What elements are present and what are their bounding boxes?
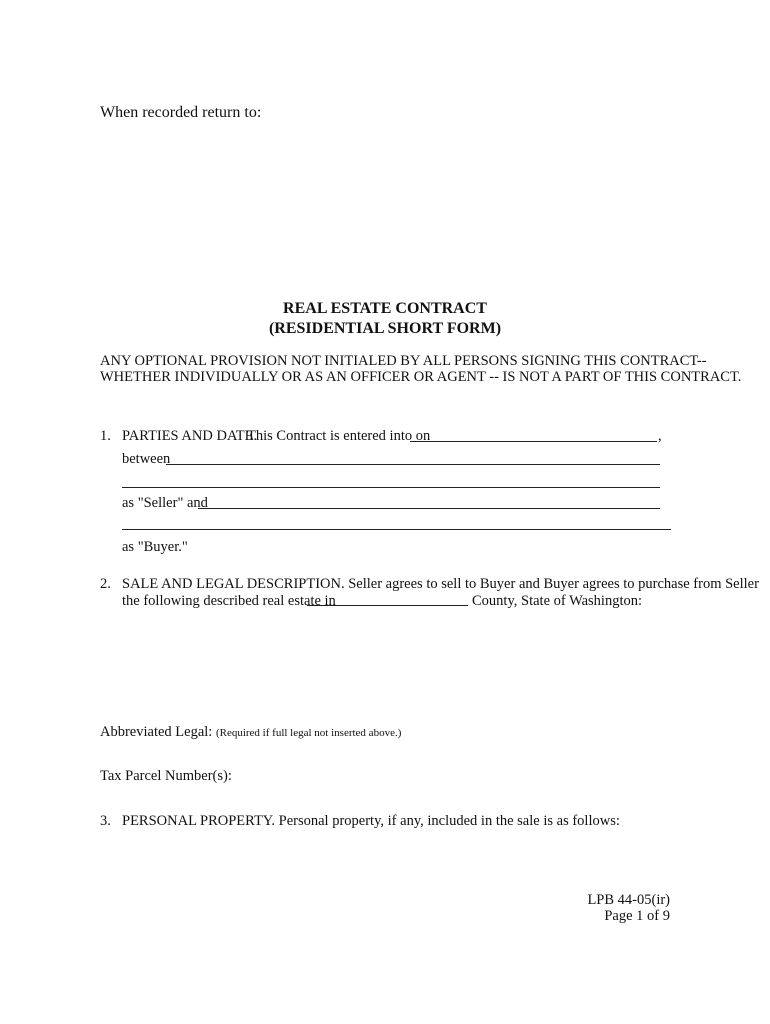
document-subtitle: (RESIDENTIAL SHORT FORM) <box>268 320 502 337</box>
section-2-line-1: SALE AND LEGAL DESCRIPTION. Seller agrees to sell to Buyer and Buyer agrees to purchase from Seller <box>122 576 759 592</box>
tax-parcel-label: Tax Parcel Number(s): <box>100 768 232 784</box>
section-1-heading: PARTIES AND DATE. <box>122 428 258 444</box>
between-field-1[interactable] <box>166 464 660 465</box>
section-2-number: 2. <box>100 576 111 592</box>
seller-field[interactable] <box>198 508 660 509</box>
buyer-field[interactable] <box>122 529 671 530</box>
buyer-label: as "Buyer." <box>122 539 188 555</box>
section-1-comma: , <box>658 428 662 444</box>
document-title: REAL ESTATE CONTRACT <box>283 300 487 317</box>
abbreviated-legal-text: Abbreviated Legal: <box>100 724 213 740</box>
form-id: LPB 44-05(ir) <box>587 892 670 908</box>
section-3-number: 3. <box>100 813 111 829</box>
notice-line-2: WHETHER INDIVIDUALLY OR AS AN OFFICER OR AGENT -- IS NOT A PART OF THIS CONTRACT. <box>100 369 742 385</box>
section-2-line-2-post: County, State of Washington: <box>472 593 643 609</box>
contract-date-field[interactable] <box>410 441 657 442</box>
notice-line-1: ANY OPTIONAL PROVISION NOT INITIALED BY ALL PERSONS SIGNING THIS CONTRACT-- <box>100 353 707 369</box>
abbreviated-legal-note: (Required if full legal not inserted above.) <box>215 727 402 739</box>
abbreviated-legal-label <box>100 724 401 742</box>
page-number: Page 1 of 9 <box>604 908 670 924</box>
section-1-number: 1. <box>100 428 111 444</box>
section-1-text: This Contract is entered into on <box>247 428 431 444</box>
county-field[interactable] <box>307 605 468 606</box>
section-3-text: PERSONAL PROPERTY. Personal property, if any, included in the sale is as follows: <box>122 813 620 829</box>
seller-label: as "Seller" and <box>122 495 208 511</box>
between-label: between <box>122 451 171 467</box>
between-field-2[interactable] <box>122 487 660 488</box>
recorded-return-label: When recorded return to: <box>100 104 262 121</box>
section-2-line-2-pre: the following described real estate in <box>122 593 336 609</box>
